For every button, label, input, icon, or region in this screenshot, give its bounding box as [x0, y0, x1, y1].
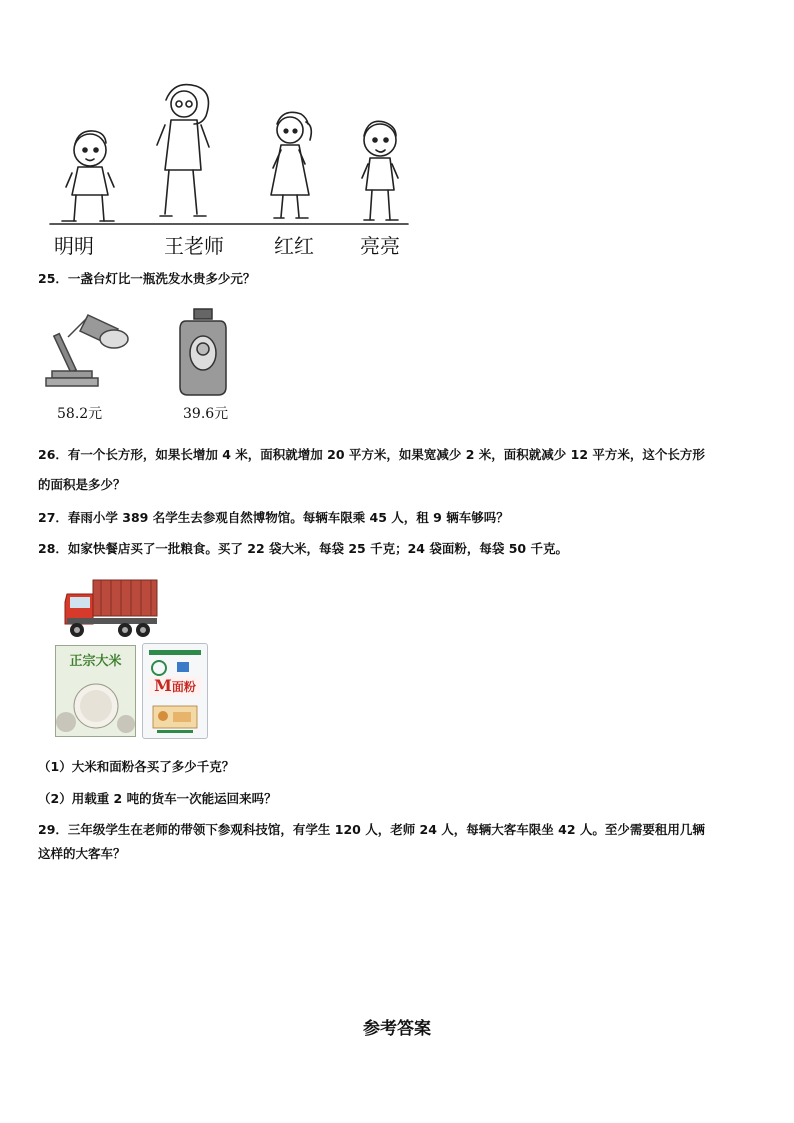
question-26-line-1: 26．有一个长方形，如果长增加 4 米，面积就增加 20 平方米，如果宽减少 2 米，面积就减少 12 平方米，这个长方形	[38, 447, 705, 462]
answers-title: 参考答案	[363, 1019, 431, 1039]
question-28-sub-1: （1）大米和面粉各买了多少千克？	[38, 759, 235, 774]
question-28-sub-2: （2）用载重 2 吨的货车一次能运回来吗？	[38, 791, 277, 806]
honghong-figure	[271, 112, 311, 218]
truck-image	[63, 574, 159, 640]
question-26-line-2: 的面积是多少？	[38, 477, 126, 492]
question-29	[38, 822, 756, 862]
lamp-price: 58.2元	[57, 406, 103, 422]
m-logo-icon: M	[154, 676, 172, 695]
shampoo-price: 39.6元	[183, 406, 229, 422]
people-figure	[48, 78, 410, 258]
question-26	[38, 447, 756, 493]
green-logo-icon	[151, 660, 167, 676]
name-teacher-wang: 王老师	[164, 234, 224, 258]
question-27: 27．春雨小学 389 名学生去参观自然博物馆。每辆车限乘 45 人，租 9 辆车够吗？	[38, 510, 509, 525]
shampoo-image	[178, 307, 228, 397]
name-mingming: 明明	[54, 234, 94, 258]
flour-top-stripe	[149, 650, 201, 655]
name-liangliang: 亮亮	[360, 234, 400, 258]
teacher-figure	[157, 85, 209, 216]
mingming-figure	[62, 131, 114, 221]
question-28: 28．如家快餐店买了一批粮食。买了 22 袋大米，每袋 25 千克；24 袋面粉，每袋 50 千克。	[38, 541, 568, 556]
flour-bag-image	[142, 643, 208, 739]
rice-bag-image	[55, 645, 136, 737]
question-29-line-1: 29．三年级学生在老师的带领下参观科技馆，有学生 120 人，老师 24 人，每辆大客车限坐 42 人。至少需要租用几辆	[38, 822, 705, 837]
rice-bag-label: 正宗大米	[69, 654, 122, 669]
question-25: 25．一盏台灯比一瓶洗发水贵多少元？	[38, 271, 256, 286]
flour-bag-label: M面粉	[149, 676, 201, 696]
lamp-image	[42, 305, 132, 400]
liangliang-figure	[362, 121, 398, 220]
people-illustration	[48, 78, 410, 228]
blue-seal-icon	[177, 662, 189, 672]
name-honghong: 红红	[274, 234, 314, 258]
question-29-line-2: 这样的大客车？	[38, 846, 126, 861]
